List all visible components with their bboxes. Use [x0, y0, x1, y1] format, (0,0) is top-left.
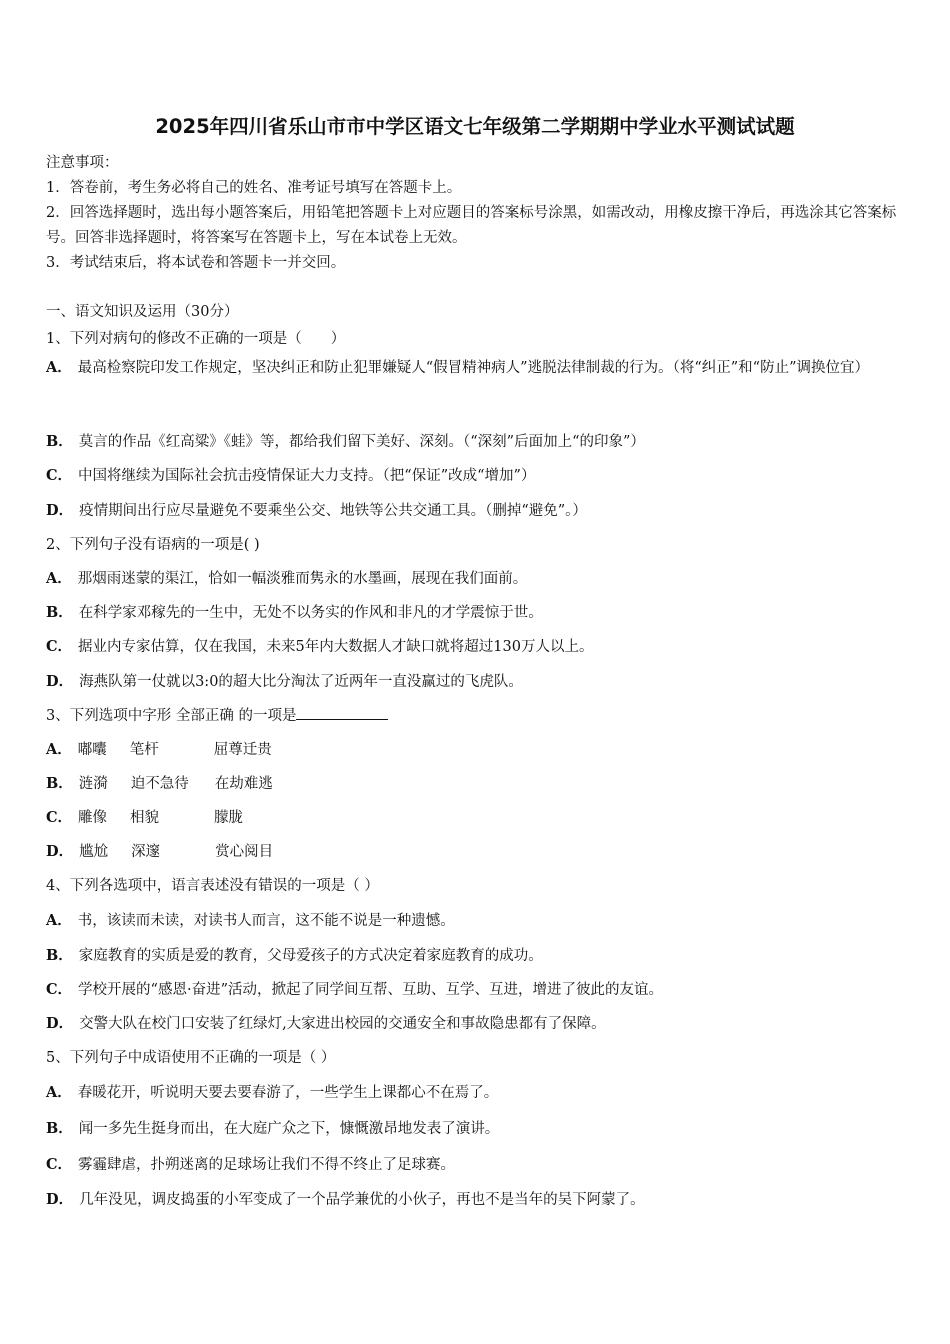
option-label: A． [46, 912, 72, 929]
option-text: 中国将继续为国际社会抗击疫情保证大力支持。（把“保证”改成“增加”） [78, 468, 536, 484]
option-text: 闻一多先生挺身而出，在大庭广众之下，慷慨激昂地发表了演讲。 [78, 1121, 500, 1137]
option-word: 迫不急待 [130, 776, 189, 792]
option [46, 1081, 498, 1102]
option-text: 最高检察院印发工作规定，坚决纠正和防止犯罪嫌疑人“假冒精神病人”逃脱法律制裁的行为。（将“纠正”和“防止”调换位宜） [77, 360, 869, 376]
option-word: 涟漪 [78, 776, 108, 792]
option-label: D． [46, 1015, 74, 1032]
option [46, 430, 645, 451]
option-text: 交警大队在校门口安装了红绿灯,大家进出校园的交通安全和事故隐患都有了保障。 [79, 1016, 606, 1032]
note-item: 2．回答选择题时，选出每小题答案后，用铅笔把答题卡上对应题目的答案标号涂黑，如需改动，用橡皮擦干净后，再选涂其它答案标号。回答非选择题时，将答案写在答题卡上，写在本试卷上无效。 [46, 205, 897, 246]
option-label: B． [46, 433, 73, 450]
notes-heading: 注意事项： [46, 155, 119, 171]
option-text: 家庭教育的实质是爱的教育，父母爱孩子的方式决定着家庭教育的成功。 [78, 948, 543, 964]
option-label: B． [46, 1120, 73, 1137]
option-label: C． [46, 981, 73, 998]
option-word: 朦胧 [214, 810, 244, 826]
option-label: B． [46, 775, 73, 792]
option-word: 相貌 [130, 810, 160, 826]
option [46, 350, 901, 386]
option-label: A． [46, 570, 72, 587]
option [46, 909, 455, 930]
option-word: 嘟囔 [77, 742, 107, 758]
question-stem: 5、下列句子中成语使用不正确的一项是（ ） [46, 1050, 336, 1066]
option-label: C． [46, 809, 73, 826]
option-text: 海燕队第一仗就以3:0的超大比分淘汰了近两年一直没赢过的飞虎队。 [79, 674, 523, 690]
option [46, 806, 243, 827]
option-label: C． [46, 467, 73, 484]
option-label: B． [46, 947, 73, 964]
option-text: 春暖花开，听说明天要去要春游了，一些学生上课都心不在焉了。 [77, 1085, 499, 1101]
option-label: D． [46, 673, 74, 690]
option [46, 840, 273, 861]
question-stem: 2、下列句子没有语病的一项是( ) [46, 537, 260, 553]
option-word: 尴尬 [79, 844, 109, 860]
notes-block [46, 151, 906, 276]
option-text: 据业内专家估算，仅在我国，未来5年内大数据人才缺口就将超过130万人以上。 [78, 639, 594, 655]
option-label: B． [46, 604, 73, 621]
option [46, 1153, 455, 1174]
option-text: 疫情期间出行应尽量避免不要乘坐公交、地铁等公共交通工具。（删掉“避免”。） [79, 503, 587, 519]
option-word: 笔杆 [129, 742, 159, 758]
option [46, 772, 273, 793]
option [46, 670, 523, 691]
option-text: 莫言的作品《红高粱》《蛙》等，都给我们留下美好、深刻。（“深刻”后面加上“的印象”） [78, 434, 645, 450]
option-word: 在劫难逃 [214, 776, 273, 792]
section-heading: 一、语文知识及运用（30分） [46, 304, 239, 320]
option-text: 那烟雨迷蒙的渠江，恰如一幅淡雅而隽永的水墨画，展现在我们面前。 [77, 571, 528, 587]
option [46, 1012, 606, 1033]
option-label: D． [46, 1191, 74, 1208]
option [46, 1188, 645, 1209]
answer-blank [296, 705, 388, 720]
option-label: A． [46, 359, 72, 376]
option [46, 944, 543, 965]
note-item: 3．考试结束后，将本试卷和答题卡一并交回。 [46, 255, 346, 271]
option [46, 464, 535, 485]
option-text: 学校开展的“感恩·奋进”活动，掀起了同学间互帮、互助、互学、互进，增进了彼此的友谊。 [78, 982, 663, 998]
option-label: A． [46, 741, 72, 758]
option [46, 738, 272, 759]
option-text: 书，该读而未读，对读书人而言，这不能不说是一种遗憾。 [77, 913, 455, 929]
option-text: 几年没见，调皮捣蛋的小军变成了一个品学兼优的小伙子，再也不是当年的吴下阿蒙了。 [79, 1192, 645, 1208]
question-stem: 3、下列选项中字形 全部正确 的一项是 [46, 708, 297, 724]
option-text: 雾霾肆虐，扑朔迷离的足球场让我们不得不终止了足球赛。 [78, 1157, 456, 1173]
option-label: D． [46, 843, 74, 860]
option [46, 601, 543, 622]
option-label: C． [46, 1156, 73, 1173]
option [46, 567, 527, 588]
option-label: D． [46, 502, 74, 519]
option-word: 雕像 [78, 810, 108, 826]
option [46, 499, 587, 520]
option-word: 深邃 [131, 844, 161, 860]
option-label: A． [46, 1084, 72, 1101]
question-stem: 1、下列对病句的修改不正确的一项是（ ） [46, 331, 346, 347]
option-word: 屈尊迁贵 [213, 742, 272, 758]
option-word: 赏心阅目 [215, 844, 274, 860]
option [46, 635, 593, 656]
option-label: C． [46, 638, 73, 655]
question-stem: 4、下列各选项中，语言表述没有错误的一项是（ ） [46, 878, 379, 894]
option-text: 在科学家邓稼先的一生中，无处不以务实的作风和非凡的才学震惊于世。 [78, 605, 543, 621]
note-item: 1．答卷前，考生务必将自己的姓名、准考证号填写在答题卡上。 [46, 180, 462, 196]
question-stem-row [46, 704, 388, 725]
option [46, 1117, 499, 1138]
option [46, 978, 663, 999]
page-title: 2025年四川省乐山市市中学区语文七年级第二学期期中学业水平测试试题 [155, 115, 795, 138]
